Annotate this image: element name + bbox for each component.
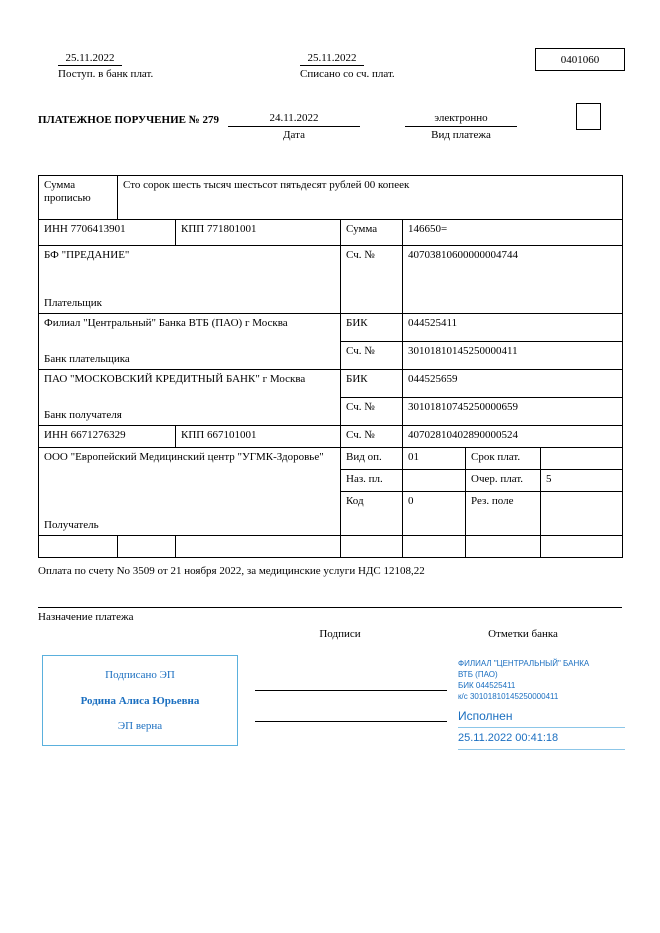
esign-signer-name: Родина Алиса Юрьевна	[80, 694, 200, 707]
received-date-block	[58, 52, 184, 80]
received-date-label: Поступ. в банк плат.	[58, 68, 154, 80]
vid-op-label-cell: Вид оп.	[341, 448, 403, 470]
payee-bank-name: ПАО "МОСКОВСКИЙ КРЕДИТНЫЙ БАНК" г Москва	[44, 373, 306, 385]
payer-bank-name: Филиал "Центральный" Банка ВТБ (ПАО) г Москва	[44, 317, 288, 329]
kod-label-cell: Код	[341, 492, 403, 536]
payee-name: ООО "Европейский Медицинский центр "УГМК-Здоровье"	[44, 451, 324, 463]
payer-bank-acc-value-cell: 30101810145250000411	[403, 342, 623, 370]
payment-purpose-text: Оплата по счету No 3509 от 21 ноября 2022, за медицинские услуги НДС 12108,22	[38, 565, 425, 577]
extra-field-cell	[118, 536, 176, 558]
payment-type: электронно	[405, 112, 517, 127]
extra-field-cell	[541, 536, 623, 558]
payee-inn-cell: ИНН 6671276329	[39, 426, 176, 448]
payer-bank-label: Банк плательщика	[44, 353, 130, 365]
payer-acc-label-cell: Сч. №	[341, 246, 403, 314]
payee-bank-bik-value-cell: 044525659	[403, 370, 623, 398]
extra-field-cell	[39, 536, 118, 558]
payer-name: БФ "ПРЕДАНИЕ"	[44, 249, 130, 261]
payee-bank-bik-label-cell: БИК	[341, 370, 403, 398]
payer-bank-acc-label-cell: Сч. №	[341, 342, 403, 370]
bank-stamp-corr-account: к/с 30101810145250000411	[458, 692, 559, 701]
amount-words-label-cell: Сумма прописью	[39, 176, 118, 220]
bank-stamp	[458, 658, 625, 750]
esign-line-valid: ЭП верна	[117, 719, 163, 732]
payer-bank-cell	[39, 314, 341, 370]
payee-acc-label-cell: Сч. №	[341, 426, 403, 448]
extra-field-cell	[341, 536, 403, 558]
esign-line-signed: Подписано ЭП	[105, 669, 175, 682]
payee-kpp-cell: КПП 667101001	[176, 426, 341, 448]
signatures-header: Подписи	[319, 628, 361, 640]
ocher-plat-value-cell: 5	[541, 470, 623, 492]
payee-label: Получатель	[44, 519, 99, 531]
purpose-rule	[38, 607, 622, 608]
received-date: 25.11.2022	[58, 52, 122, 66]
payment-type-label: Вид платежа	[431, 129, 491, 141]
ocher-plat-label-cell: Очер. плат.	[466, 470, 541, 492]
payee-cell	[39, 448, 341, 536]
bank-stamp-bik: БИК 044525411	[458, 681, 516, 690]
bank-stamp-branch-line2: ВТБ (ПАО)	[458, 670, 498, 679]
esign-stamp	[42, 655, 238, 746]
doc-date: 24.11.2022	[228, 112, 360, 127]
payer-bank-bik-value-cell: 044525411	[403, 314, 623, 342]
status-code-box	[576, 103, 601, 130]
payer-inn-cell: ИНН 7706413901	[39, 220, 176, 246]
payer-label: Плательщик	[44, 297, 102, 309]
bank-marks-header: Отметки банка	[488, 628, 558, 640]
purpose-label: Назначение платежа	[38, 611, 134, 623]
payee-bank-label: Банк получателя	[44, 409, 122, 421]
debited-date: 25.11.2022	[300, 52, 364, 66]
payer-cell	[39, 246, 341, 314]
payee-bank-acc-value-cell: 30101810745250000659	[403, 398, 623, 426]
rez-pole-value-cell	[541, 492, 623, 536]
srok-plat-value-cell	[541, 448, 623, 470]
naz-pl-value-cell	[403, 470, 466, 492]
extra-field-cell	[176, 536, 341, 558]
bank-stamp-branch-line1: ФИЛИАЛ "ЦЕНТРАЛЬНЫЙ" БАНКА	[458, 659, 590, 668]
payee-bank-cell	[39, 370, 341, 426]
doc-date-label: Дата	[283, 129, 305, 141]
signature-line-2	[255, 721, 447, 722]
amount-label-cell: Сумма	[341, 220, 403, 246]
payee-acc-value-cell: 40702810402890000524	[403, 426, 623, 448]
payer-bank-bik-label-cell: БИК	[341, 314, 403, 342]
amount-value-cell: 146650=	[403, 220, 623, 246]
payer-kpp-cell: КПП 771801001	[176, 220, 341, 246]
payer-acc-value-cell: 40703810600000004744	[403, 246, 623, 314]
payment-table	[38, 175, 623, 558]
form-code-box	[535, 48, 625, 71]
extra-field-cell	[466, 536, 541, 558]
bank-stamp-datetime: 25.11.2022 00:41:18	[458, 728, 625, 750]
srok-plat-label-cell: Срок плат.	[466, 448, 541, 470]
form-code: 0401060	[560, 53, 600, 66]
debited-date-label: Списано со сч. плат.	[300, 68, 395, 80]
naz-pl-label-cell: Наз. пл.	[341, 470, 403, 492]
rez-pole-label-cell: Рез. поле	[466, 492, 541, 536]
document-title: ПЛАТЕЖНОЕ ПОРУЧЕНИЕ № 279	[38, 114, 220, 126]
payee-bank-acc-label-cell: Сч. №	[341, 398, 403, 426]
extra-field-cell	[403, 536, 466, 558]
doc-date-block	[228, 112, 360, 141]
amount-words-cell: Сто сорок шесть тысяч шестьсот пятьдесят рублей 00 копеек	[118, 176, 623, 220]
bank-stamp-status: Исполнен	[458, 709, 625, 728]
signature-line-1	[255, 690, 447, 691]
debited-date-block	[300, 52, 432, 80]
payment-type-block	[405, 112, 517, 141]
vid-op-value-cell: 01	[403, 448, 466, 470]
kod-value-cell: 0	[403, 492, 466, 536]
